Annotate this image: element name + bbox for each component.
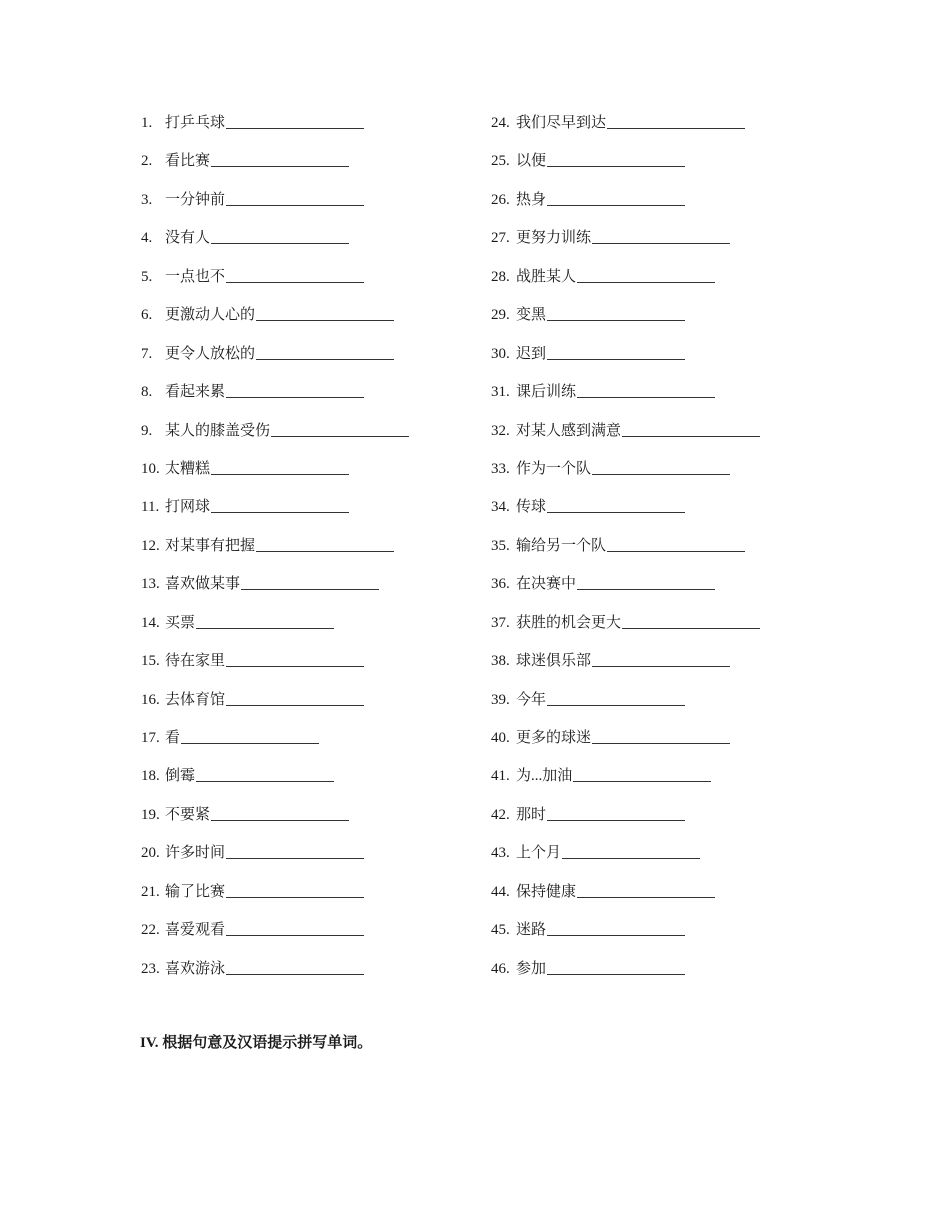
answer-blank[interactable] [181, 726, 319, 744]
item-number: 34. [491, 499, 510, 516]
list-item [491, 457, 760, 495]
item-prompt: 获胜的机会更大 [516, 614, 622, 631]
answer-blank[interactable] [271, 419, 409, 437]
list-item [491, 649, 760, 687]
item-number: 22. [141, 922, 160, 939]
item-prompt: 看起来累 [165, 384, 226, 401]
item-number: 36. [491, 576, 510, 593]
list-item [141, 803, 409, 841]
item-number: 27. [491, 230, 510, 247]
item-number: 32. [491, 422, 510, 439]
list-item [141, 188, 409, 226]
item-prompt: 去体育馆 [165, 691, 226, 708]
list-item [141, 342, 409, 380]
list-item [141, 149, 409, 187]
item-number: 38. [491, 653, 510, 670]
answer-blank[interactable] [547, 303, 685, 321]
list-item [141, 957, 409, 995]
answer-blank[interactable] [562, 841, 700, 859]
item-prompt: 没有人 [165, 230, 211, 247]
answer-blank[interactable] [211, 495, 349, 513]
item-number: 3. [141, 191, 153, 208]
section-heading: IV. 根据句意及汉语提示拼写单词。 [140, 1035, 373, 1051]
list-item [141, 764, 409, 802]
list-item [491, 380, 760, 418]
item-prompt: 我们尽早到达 [516, 115, 607, 131]
list-item [141, 380, 409, 418]
answer-blank[interactable] [577, 880, 715, 898]
item-prompt: 对某事有把握 [165, 537, 256, 554]
item-prompt: 一点也不 [165, 268, 226, 285]
list-item [141, 534, 409, 572]
item-number: 23. [141, 960, 160, 977]
answer-blank[interactable] [592, 726, 730, 744]
answer-blank[interactable] [256, 534, 394, 552]
list-item [491, 957, 760, 995]
item-prompt: 保持健康 [516, 883, 577, 900]
answer-blank[interactable] [547, 918, 685, 936]
list-item [141, 649, 409, 687]
answer-blank[interactable] [547, 495, 685, 513]
list-item [141, 611, 409, 649]
answer-blank[interactable] [547, 957, 685, 975]
item-number: 13. [141, 576, 160, 593]
answer-blank[interactable] [607, 534, 745, 552]
item-number: 44. [491, 883, 510, 900]
item-number: 19. [141, 806, 160, 823]
item-prompt: 作为一个队 [516, 460, 592, 477]
answer-blank[interactable] [211, 149, 349, 167]
item-prompt: 更令人放松的 [165, 345, 256, 362]
answer-blank[interactable] [226, 265, 364, 283]
item-prompt: 一分钟前 [165, 191, 226, 208]
item-number: 18. [141, 768, 160, 785]
item-number: 6. [141, 307, 153, 324]
item-prompt: 待在家里 [165, 653, 226, 670]
item-prompt: 迟到 [516, 345, 547, 362]
item-number: 17. [141, 730, 160, 746]
list-item [491, 726, 760, 764]
answer-blank[interactable] [226, 188, 364, 206]
item-number: 12. [141, 537, 160, 554]
answer-blank[interactable] [592, 649, 730, 667]
answer-blank[interactable] [211, 226, 349, 244]
answer-blank[interactable] [577, 380, 715, 398]
item-prompt: 为...加油 [516, 768, 573, 785]
answer-blank[interactable] [547, 803, 685, 821]
list-item [491, 572, 760, 610]
item-number: 25. [491, 153, 510, 170]
right-column [491, 111, 760, 995]
answer-blank[interactable] [573, 764, 711, 782]
answer-blank[interactable] [592, 226, 730, 244]
list-item [141, 841, 409, 879]
item-number: 30. [491, 345, 510, 362]
list-item [491, 880, 760, 918]
item-prompt: 那时 [516, 806, 547, 823]
item-prompt: 球迷俱乐部 [516, 653, 592, 670]
list-item [491, 188, 760, 226]
list-item [141, 111, 409, 149]
answer-blank[interactable] [547, 688, 685, 706]
item-number: 20. [141, 845, 160, 862]
item-prompt: 打乒乓球 [165, 115, 226, 131]
item-number: 16. [141, 691, 160, 708]
item-prompt: 看 [165, 730, 181, 746]
left-column [141, 111, 409, 995]
list-item [491, 841, 760, 879]
item-prompt: 迷路 [516, 922, 547, 939]
item-prompt: 更多的球迷 [516, 730, 592, 746]
answer-blank[interactable] [226, 111, 364, 129]
item-number: 15. [141, 653, 160, 670]
item-number: 4. [141, 230, 153, 247]
list-item [141, 419, 409, 457]
item-number: 39. [491, 691, 510, 708]
answer-blank[interactable] [547, 342, 685, 360]
item-number: 37. [491, 614, 510, 631]
answer-blank[interactable] [592, 457, 730, 475]
item-prompt: 传球 [516, 499, 547, 516]
item-prompt: 战胜某人 [516, 268, 577, 285]
list-item [491, 495, 760, 533]
list-item [141, 303, 409, 341]
list-item [491, 265, 760, 303]
item-prompt: 某人的膝盖受伤 [165, 422, 271, 439]
answer-blank[interactable] [226, 380, 364, 398]
item-prompt: 变黑 [516, 307, 547, 324]
list-item [491, 764, 760, 802]
item-number: 29. [491, 307, 510, 324]
item-number: 24. [491, 115, 510, 131]
answer-blank[interactable] [607, 111, 745, 129]
item-prompt: 买票 [165, 614, 196, 631]
item-number: 43. [491, 845, 510, 862]
item-prompt: 打网球 [165, 499, 211, 516]
item-prompt: 倒霉 [165, 768, 196, 785]
answer-blank[interactable] [196, 611, 334, 629]
list-item [141, 688, 409, 726]
answer-blank[interactable] [241, 572, 379, 590]
list-item [491, 342, 760, 380]
answer-blank[interactable] [256, 303, 394, 321]
item-number: 45. [491, 922, 510, 939]
item-prompt: 输给另一个队 [516, 537, 607, 554]
item-number: 9. [141, 422, 153, 439]
list-item [491, 534, 760, 572]
list-item [141, 495, 409, 533]
item-prompt: 输了比赛 [165, 883, 226, 900]
item-prompt: 更努力训练 [516, 230, 592, 247]
answer-blank[interactable] [577, 572, 715, 590]
item-prompt: 喜爱观看 [165, 922, 226, 939]
answer-blank[interactable] [622, 611, 760, 629]
item-number: 11. [141, 499, 160, 516]
item-prompt: 看比赛 [165, 153, 211, 170]
item-number: 40. [491, 730, 510, 746]
item-prompt: 课后训练 [516, 384, 577, 401]
list-item [141, 226, 409, 264]
item-number: 7. [141, 345, 153, 362]
item-prompt: 太糟糕 [165, 460, 211, 477]
answer-blank[interactable] [226, 841, 364, 859]
item-prompt: 在决赛中 [516, 576, 577, 593]
item-number: 42. [491, 806, 510, 823]
list-item [141, 918, 409, 956]
list-item [491, 111, 760, 149]
item-prompt: 不要紧 [165, 806, 211, 823]
answer-blank[interactable] [226, 649, 364, 667]
item-number: 14. [141, 614, 160, 631]
list-item [491, 419, 760, 457]
item-number: 10. [141, 460, 160, 477]
item-number: 5. [141, 268, 153, 285]
item-prompt: 热身 [516, 191, 547, 208]
item-number: 26. [491, 191, 510, 208]
answer-blank[interactable] [226, 688, 364, 706]
item-number: 35. [491, 537, 510, 554]
answer-blank[interactable] [211, 457, 349, 475]
item-prompt: 更激动人心的 [165, 307, 256, 324]
answer-blank[interactable] [577, 265, 715, 283]
item-prompt: 上个月 [516, 845, 562, 862]
item-number: 28. [491, 268, 510, 285]
list-item [491, 611, 760, 649]
answer-blank[interactable] [211, 803, 349, 821]
answer-blank[interactable] [226, 957, 364, 975]
item-number: 31. [491, 384, 510, 401]
list-item [141, 880, 409, 918]
answer-blank[interactable] [256, 342, 394, 360]
item-number: 21. [141, 883, 160, 900]
answer-blank[interactable] [196, 764, 334, 782]
list-item [491, 303, 760, 341]
list-item [491, 918, 760, 956]
item-number: 1. [141, 115, 153, 131]
list-item [141, 726, 409, 764]
answer-blank[interactable] [547, 149, 685, 167]
item-number: 33. [491, 460, 510, 477]
item-prompt: 喜欢做某事 [165, 576, 241, 593]
item-prompt: 参加 [516, 960, 547, 977]
item-number: 41. [491, 768, 510, 785]
item-prompt: 以便 [516, 153, 547, 170]
answer-blank[interactable] [226, 918, 364, 936]
item-prompt: 喜欢游泳 [165, 960, 226, 977]
list-item [491, 803, 760, 841]
list-item [141, 265, 409, 303]
answer-blank[interactable] [226, 880, 364, 898]
answer-blank[interactable] [622, 419, 760, 437]
list-item [491, 688, 760, 726]
answer-blank[interactable] [547, 188, 685, 206]
item-number: 46. [491, 960, 510, 977]
item-prompt: 今年 [516, 691, 547, 708]
list-item [141, 572, 409, 610]
item-prompt: 对某人感到满意 [516, 422, 622, 439]
item-number: 8. [141, 384, 153, 401]
item-prompt: 许多时间 [165, 845, 226, 862]
list-item [491, 149, 760, 187]
item-number: 2. [141, 153, 153, 170]
list-item [491, 226, 760, 264]
list-item [141, 457, 409, 495]
